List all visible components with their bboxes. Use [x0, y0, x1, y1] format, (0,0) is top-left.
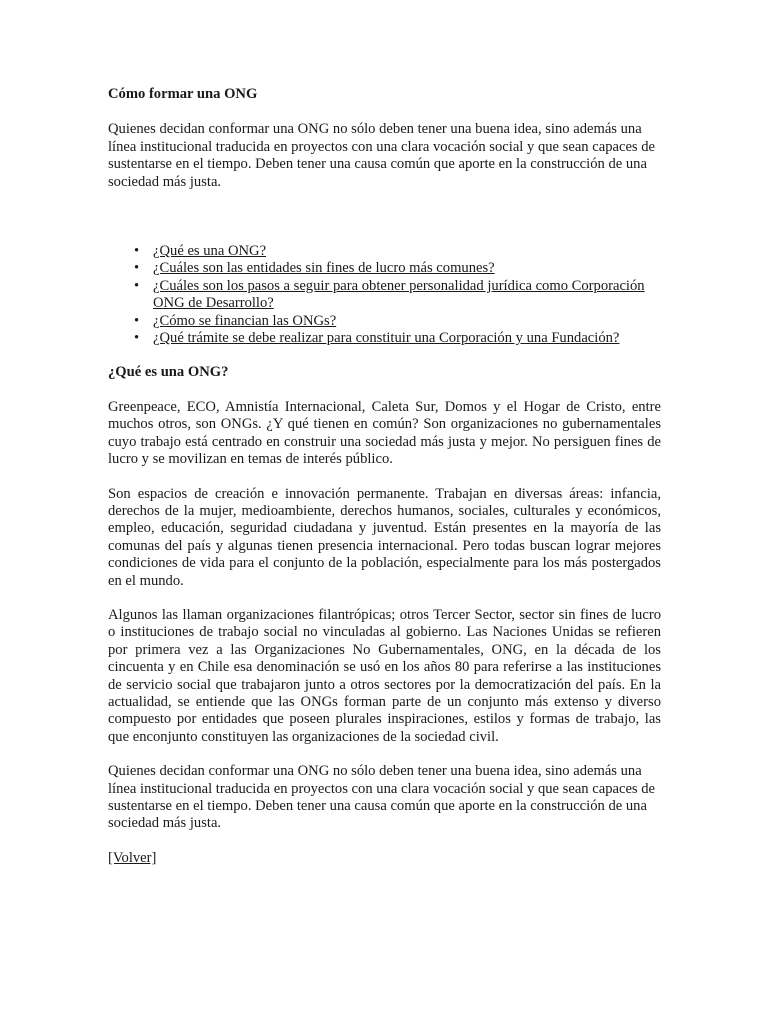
toc-link-pasos-personalidad-juridica[interactable]: ¿Cuáles son los pasos a seguir para obtener personalidad jurídica como Corporación ONG de Desarrollo?	[153, 277, 645, 312]
toc-item	[108, 313, 661, 330]
toc-link-tramite-corporacion-fundacion[interactable]: ¿Qué trámite se debe realizar para constituir una Corporación y una Fundación?	[153, 330, 620, 347]
body-paragraph: Quienes decidan conformar una ONG no sólo deben tener una buena idea, sino además una línea institucional traducida en proyectos con una clara vocación social y que sean capaces de sustentarse en el tiempo. Deben tener una causa común que aporte en la construcción de una sociedad más justa.	[108, 763, 656, 832]
document-page	[108, 86, 661, 867]
body-paragraph: Greenpeace, ECO, Amnistía Internacional, Caleta Sur, Domos y el Hogar de Cristo, entre muchos otros, son ONGs. ¿Y qué tienen en común? Son organizaciones no gubernamentales cuyo trabajo está centrado en construir una sociedad más justa y mejor. No persiguen fines de lucro y se movilizan en temas de interés público.	[108, 398, 661, 468]
intro-paragraph: Quienes decidan conformar una ONG no sólo deben tener una buena idea, sino además una línea institucional traducida en proyectos con una clara vocación social y que sean capaces de sustentarse en el tiempo. Deben tener una causa común que aporte en la construcción de una sociedad más justa.	[108, 121, 656, 190]
bullet-icon: •	[134, 330, 140, 347]
toc-item	[108, 260, 661, 277]
bullet-icon: •	[134, 277, 140, 294]
toc-item	[108, 278, 661, 313]
bullet-icon: •	[134, 260, 140, 277]
document-title: Cómo formar una ONG	[108, 86, 258, 102]
toc-item	[108, 330, 661, 347]
body-paragraph: Son espacios de creación e innovación permanente. Trabajan en diversas áreas: infancia, derechos de la mujer, medioambiente, derechos humanos, sociales, culturales y económicos, empleo, educación, seguridad ciudadana y juventud. Están presentes en la mayoría de las comunas del país y algunas tienen presencia internacional. Pero todas buscan lograr mejores condiciones de vida para el conjunto de la población, especialmente para los más postergados en el mundo.	[108, 485, 661, 589]
paragraph-gap	[108, 469, 661, 486]
section-heading: ¿Qué es una ONG?	[108, 364, 229, 381]
spacer	[108, 191, 661, 243]
paragraph-gap	[108, 590, 661, 607]
bullet-icon: •	[134, 312, 140, 329]
paragraph-gap	[108, 746, 661, 763]
body-paragraph: Algunos las llaman organizaciones filantrópicas; otros Tercer Sector, sector sin fines de lucro o instituciones de trabajo social no vinculadas al gobierno. Las Naciones Unidas se refieren por primera vez a las Organizaciones No Gubernamentales, ONG, en la década de los cincuenta y en Chile esa denominación se usó en los años 80 para referirse a las instituciones de servicio social que trabajaron junto a otros sectores por la democratización del país. En la actualidad, se entiende que las ONGs forman parte de un conjunto más extenso y diverso compuesto por entidades que poseen plurales inspiraciones, estilos y formas de trabajo, las que enconjunto constituyen las organizaciones de la sociedad civil.	[108, 606, 661, 745]
toc-link-entidades-sin-fines-lucro[interactable]: ¿Cuáles son las entidades sin fines de lucro más comunes?	[153, 260, 495, 277]
bullet-icon: •	[134, 243, 140, 260]
paragraph-gap	[108, 833, 661, 850]
toc-item	[108, 243, 661, 260]
table-of-contents	[108, 243, 661, 347]
toc-link-que-es-ong[interactable]: ¿Qué es una ONG?	[153, 243, 267, 260]
back-link[interactable]: [Volver]	[108, 849, 157, 866]
toc-link-como-se-financian[interactable]: ¿Cómo se financian las ONGs?	[153, 312, 337, 329]
